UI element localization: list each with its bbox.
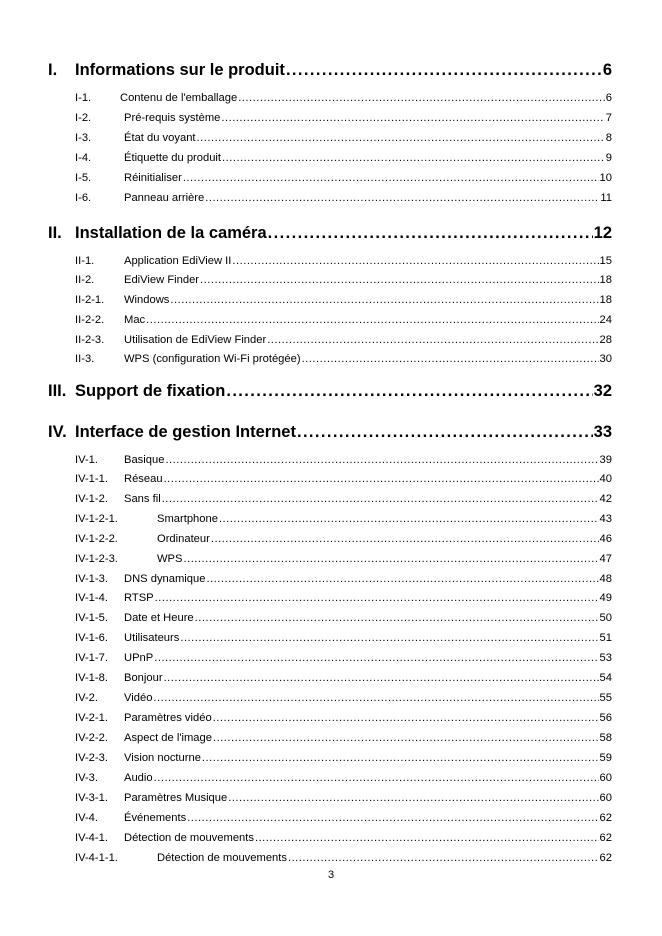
toc-page-number: 6 (605, 92, 612, 104)
toc-page-number: 46 (599, 533, 612, 545)
toc-entry[interactable] (75, 789, 612, 804)
toc-leader-dots (213, 712, 599, 724)
toc-leader-dots (226, 382, 592, 401)
toc-number: IV-1-2-2. (75, 533, 118, 545)
toc-leader-dots (228, 792, 598, 804)
toc-title: Informations sur le produit (75, 61, 285, 79)
toc-leader-dots (297, 423, 593, 442)
toc-leader-dots (165, 454, 598, 466)
toc-number: IV-1-2-1. (75, 513, 118, 525)
toc-title: Utilisateurs (124, 632, 180, 644)
toc-entry[interactable] (75, 89, 612, 104)
toc-page-number: 33 (593, 423, 612, 441)
toc-title: Contenu de l'emballage (120, 92, 238, 104)
toc-number: IV-1-3. (75, 573, 108, 585)
toc-number: IV-1-2-3. (75, 553, 118, 565)
toc-title: Sans fil (124, 493, 161, 505)
toc-title: Mac (124, 314, 146, 326)
toc-page-number: 12 (593, 224, 612, 242)
toc-title: Audio (124, 772, 153, 784)
toc-entry[interactable] (75, 510, 612, 525)
toc-number: I. (48, 61, 58, 79)
toc-entry[interactable] (75, 629, 612, 644)
page-number: 3 (327, 869, 335, 881)
toc-page-number: 60 (599, 792, 612, 804)
toc-number: II. (48, 224, 62, 242)
toc-title: DNS dynamique (124, 573, 206, 585)
toc-number: IV-2-2. (75, 732, 108, 744)
toc-entry[interactable] (75, 709, 612, 724)
toc-title: Réseau (124, 473, 163, 485)
toc-number: IV-3. (75, 772, 99, 784)
toc-page-number: 28 (599, 334, 612, 346)
toc-entry[interactable] (75, 252, 612, 267)
toc-entry[interactable] (75, 350, 612, 365)
toc-page-number: 18 (599, 294, 612, 306)
toc-number: I-4. (75, 152, 92, 164)
toc-number: I-3. (75, 132, 92, 144)
toc-section[interactable] (48, 418, 612, 442)
toc-page-number: 9 (605, 152, 612, 164)
toc-entry[interactable] (75, 331, 612, 346)
toc-number: IV-1-1. (75, 473, 108, 485)
toc-number: IV-1-2. (75, 493, 108, 505)
toc-leader-dots (213, 732, 599, 744)
toc-leader-dots (146, 314, 598, 326)
toc-leader-dots (219, 513, 599, 525)
toc-page-number: 10 (599, 172, 612, 184)
toc-leader-dots (288, 852, 599, 864)
toc-page-number: 42 (599, 493, 612, 505)
toc-page-number: 6 (602, 61, 612, 79)
toc-leader-dots (286, 61, 602, 80)
toc-number: IV-1-6. (75, 632, 108, 644)
toc-title: Ordinateur (157, 533, 210, 545)
toc-page-number: 47 (599, 553, 612, 565)
toc-title: Étiquette du produit (124, 152, 222, 164)
toc-page-number: 62 (599, 852, 612, 864)
toc-page-number: 7 (605, 112, 612, 124)
toc-leader-dots (170, 294, 598, 306)
toc-title: Windows (124, 294, 170, 306)
toc-title: Réinitialiser (124, 172, 182, 184)
toc-number: IV-1. (75, 454, 99, 466)
toc-leader-dots (267, 334, 598, 346)
toc-number: IV. (48, 423, 67, 441)
toc-number: IV-3-1. (75, 792, 108, 804)
toc-leader-dots (221, 112, 604, 124)
toc-page-number: 51 (599, 632, 612, 644)
toc-page-number: 11 (600, 192, 612, 204)
toc-page-number: 54 (599, 672, 612, 684)
toc-title: WPS (157, 553, 183, 565)
toc-entry[interactable] (75, 849, 612, 864)
toc-number: IV-1-8. (75, 672, 108, 684)
toc-entry[interactable] (75, 550, 612, 565)
toc-leader-dots (154, 772, 599, 784)
toc-title: Utilisation de EdiView Finder (124, 334, 267, 346)
toc-number: IV-2-3. (75, 752, 108, 764)
toc-leader-dots (255, 832, 599, 844)
toc-number: IV-4-1-1. (75, 852, 118, 864)
toc-number: I-2. (75, 112, 92, 124)
toc-number: II-1. (75, 255, 95, 267)
toc-entry[interactable] (75, 189, 612, 204)
toc-number: II-2-2. (75, 314, 105, 326)
toc-number: IV-1-7. (75, 652, 108, 664)
toc-page-number: 53 (599, 652, 612, 664)
toc-leader-dots (155, 592, 599, 604)
toc-page-number: 24 (599, 314, 612, 326)
toc-entry[interactable] (75, 169, 612, 184)
toc-number: IV-4. (75, 812, 99, 824)
toc-entry[interactable] (75, 291, 612, 306)
toc-number: IV-2-1. (75, 712, 108, 724)
toc-title: Pré-requis système (124, 112, 221, 124)
toc-page-number: 40 (599, 473, 612, 485)
toc-title: Aspect de l'image (124, 732, 212, 744)
toc-leader-dots (268, 224, 593, 243)
toc-leader-dots (205, 192, 599, 204)
toc-leader-dots (238, 92, 605, 104)
toc-title: Panneau arrière (124, 192, 205, 204)
toc-page-number: 43 (599, 513, 612, 525)
toc-entry[interactable] (75, 809, 612, 824)
toc-leader-dots (232, 255, 598, 267)
toc-page-number: 48 (599, 573, 612, 585)
toc-leader-dots (200, 274, 599, 286)
toc-title: Paramètres vidéo (124, 712, 212, 724)
toc-title: Événements (124, 812, 187, 824)
toc-title: Vision nocturne (124, 752, 201, 764)
toc-title: UPnP (124, 652, 154, 664)
toc-entry[interactable] (75, 109, 612, 124)
toc-title: Détection de mouvements (157, 852, 287, 864)
toc-leader-dots (180, 632, 598, 644)
toc-title: Détection de mouvements (124, 832, 254, 844)
toc-leader-dots (222, 152, 605, 164)
toc-leader-dots (154, 652, 598, 664)
toc-page-number: 59 (599, 752, 612, 764)
toc-title: Bonjour (124, 672, 163, 684)
toc-leader-dots (195, 612, 599, 624)
toc-entry[interactable] (75, 570, 612, 585)
toc-entry[interactable] (75, 649, 612, 664)
toc-number: IV-1-4. (75, 592, 108, 604)
toc-title: Interface de gestion Internet (75, 423, 296, 441)
toc-number: I-5. (75, 172, 92, 184)
toc-section[interactable] (48, 56, 612, 80)
toc-title: Date et Heure (124, 612, 194, 624)
toc-page-number: 39 (599, 454, 612, 466)
toc-entry[interactable] (75, 149, 612, 164)
toc-leader-dots (197, 132, 605, 144)
toc-leader-dots (202, 752, 599, 764)
toc-leader-dots (162, 493, 599, 505)
toc-leader-dots (164, 473, 599, 485)
toc-leader-dots (153, 692, 598, 704)
toc-entry[interactable] (75, 129, 612, 144)
toc-entry[interactable] (75, 749, 612, 764)
toc-leader-dots (211, 533, 599, 545)
toc-number: I-6. (75, 192, 92, 204)
toc-title: Basique (124, 454, 165, 466)
toc-entry[interactable] (75, 609, 612, 624)
toc-leader-dots (302, 353, 599, 365)
toc-entry[interactable] (75, 689, 612, 704)
toc-number: III. (48, 382, 67, 400)
toc-title: Application EdiView II (124, 255, 232, 267)
toc-entry[interactable] (75, 829, 612, 844)
toc-page-number: 62 (599, 832, 612, 844)
toc-number: II-2-3. (75, 334, 105, 346)
toc-page-number: 32 (593, 382, 612, 400)
toc-number: II-3. (75, 353, 95, 365)
toc-entry[interactable] (75, 470, 612, 485)
toc-entry[interactable] (75, 271, 612, 286)
toc-page-number: 50 (599, 612, 612, 624)
toc-page-number: 56 (599, 712, 612, 724)
toc-page-number: 18 (599, 274, 612, 286)
toc-number: II-2-1. (75, 294, 105, 306)
toc-title: Installation de la caméra (75, 224, 267, 242)
toc-entry[interactable] (75, 769, 612, 784)
toc-title: Smartphone (157, 513, 218, 525)
toc-number: IV-4-1. (75, 832, 108, 844)
toc-title: RTSP (124, 592, 154, 604)
toc-title: WPS (configuration Wi-Fi protégée) (124, 353, 301, 365)
toc-entry[interactable] (75, 589, 612, 604)
toc-entry[interactable] (75, 729, 612, 744)
toc-page-number: 30 (599, 353, 612, 365)
toc-page-number: 62 (599, 812, 612, 824)
toc-page-number: 55 (599, 692, 612, 704)
toc-leader-dots (183, 553, 598, 565)
toc-page-number: 8 (605, 132, 612, 144)
toc-leader-dots (206, 573, 598, 585)
toc-number: I-1. (75, 92, 92, 104)
toc-page-number: 60 (599, 772, 612, 784)
toc-number: IV-1-5. (75, 612, 108, 624)
toc-leader-dots (183, 172, 599, 184)
toc-entry[interactable] (75, 451, 612, 466)
toc-title: Support de fixation (75, 382, 226, 400)
toc-entry[interactable] (75, 530, 612, 545)
toc-section[interactable] (48, 219, 612, 243)
toc-title: État du voyant (124, 132, 196, 144)
toc-section[interactable] (48, 377, 612, 401)
toc-page-number: 49 (599, 592, 612, 604)
toc-number: II-2. (75, 274, 95, 286)
toc-page-number: 58 (599, 732, 612, 744)
toc-leader-dots (187, 812, 598, 824)
toc-entry[interactable] (75, 311, 612, 326)
toc-page-number: 15 (599, 255, 612, 267)
toc-title: Paramètres Musique (124, 792, 228, 804)
toc-entry[interactable] (75, 669, 612, 684)
toc-title: EdiView Finder (124, 274, 200, 286)
toc-leader-dots (164, 672, 599, 684)
toc-title: Vidéo (124, 692, 153, 704)
toc-entry[interactable] (75, 490, 612, 505)
toc-number: IV-2. (75, 692, 99, 704)
